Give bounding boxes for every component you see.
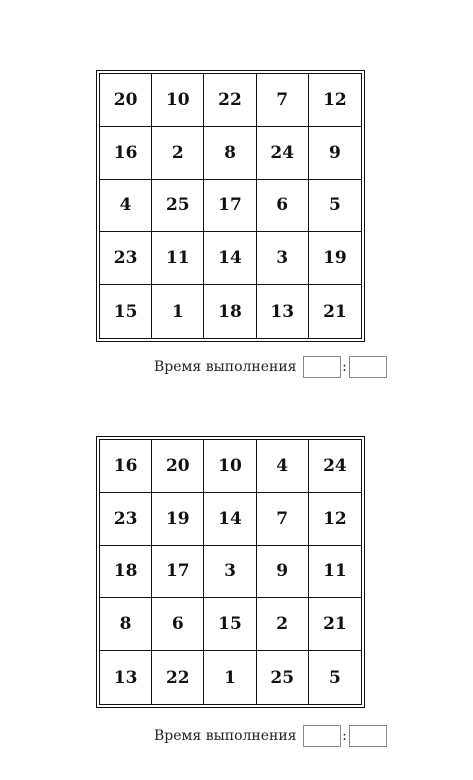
table-cell[interactable]: 8	[100, 598, 152, 651]
schulte-grid-1	[99, 73, 362, 339]
time-separator: :	[342, 359, 347, 375]
table-cell[interactable]: 25	[152, 180, 204, 233]
table-cell[interactable]: 14	[204, 493, 256, 546]
table-cell[interactable]: 13	[257, 285, 309, 338]
table-cell[interactable]: 16	[100, 127, 152, 180]
table-cell[interactable]: 14	[204, 232, 256, 285]
table-cell[interactable]: 8	[204, 127, 256, 180]
table-cell[interactable]: 7	[257, 493, 309, 546]
table-cell[interactable]: 22	[152, 651, 204, 704]
table-cell[interactable]: 24	[309, 440, 361, 493]
table-cell[interactable]: 22	[204, 74, 256, 127]
table-cell[interactable]: 1	[152, 285, 204, 338]
table-cell[interactable]: 3	[257, 232, 309, 285]
table-cell[interactable]: 21	[309, 598, 361, 651]
minutes-input-box[interactable]	[303, 725, 341, 747]
table-cell[interactable]: 2	[257, 598, 309, 651]
table-cell[interactable]: 20	[100, 74, 152, 127]
table-cell[interactable]: 18	[100, 546, 152, 599]
table-cell[interactable]: 6	[152, 598, 204, 651]
table-cell[interactable]: 16	[100, 440, 152, 493]
table-cell[interactable]: 9	[257, 546, 309, 599]
table-cell[interactable]: 6	[257, 180, 309, 233]
table-cell[interactable]: 25	[257, 651, 309, 704]
table-cell[interactable]: 21	[323, 301, 347, 322]
table-cell[interactable]: 15	[100, 285, 152, 338]
table-cell[interactable]: 1	[204, 651, 256, 704]
table-cell[interactable]: 19	[309, 232, 361, 285]
completion-time-label: Время выполнения	[154, 359, 297, 375]
table-cell[interactable]: 23	[100, 493, 152, 546]
completion-time-label: Время выполнения	[154, 728, 297, 744]
table-cell[interactable]: 5	[328, 667, 341, 688]
table-cell[interactable]: 4	[257, 440, 309, 493]
time-separator: :	[342, 728, 347, 744]
table-cell[interactable]: 5	[309, 180, 361, 233]
completion-time-row-1	[154, 355, 387, 379]
table-cell[interactable]: 10	[152, 74, 204, 127]
table-cell[interactable]: 18	[204, 285, 256, 338]
table-cell[interactable]: 20	[152, 440, 204, 493]
table-cell[interactable]: 19	[152, 493, 204, 546]
table-cell[interactable]: 23	[100, 232, 152, 285]
table-cell[interactable]: 9	[309, 127, 361, 180]
table-cell[interactable]: 11	[152, 232, 204, 285]
table-cell[interactable]: 7	[257, 74, 309, 127]
table-cell[interactable]: 12	[309, 493, 361, 546]
table-cell[interactable]: 4	[100, 180, 152, 233]
table-cell[interactable]: 2	[152, 127, 204, 180]
table-cell[interactable]: 10	[204, 440, 256, 493]
seconds-input-box[interactable]	[349, 356, 387, 378]
schulte-grid-2	[99, 439, 362, 705]
completion-time-row-2	[154, 724, 387, 748]
table-cell[interactable]: 17	[152, 546, 204, 599]
table-cell[interactable]: 17	[204, 180, 256, 233]
table-cell[interactable]: 11	[309, 546, 361, 599]
table-cell[interactable]: 3	[204, 546, 256, 599]
minutes-input-box[interactable]	[303, 356, 341, 378]
seconds-input-box[interactable]	[349, 725, 387, 747]
schulte-table-2	[96, 436, 365, 708]
table-cell[interactable]: 24	[257, 127, 309, 180]
table-cell[interactable]: 15	[204, 598, 256, 651]
table-cell[interactable]: 13	[100, 651, 152, 704]
table-cell[interactable]: 12	[309, 74, 361, 127]
schulte-table-1	[96, 70, 365, 342]
